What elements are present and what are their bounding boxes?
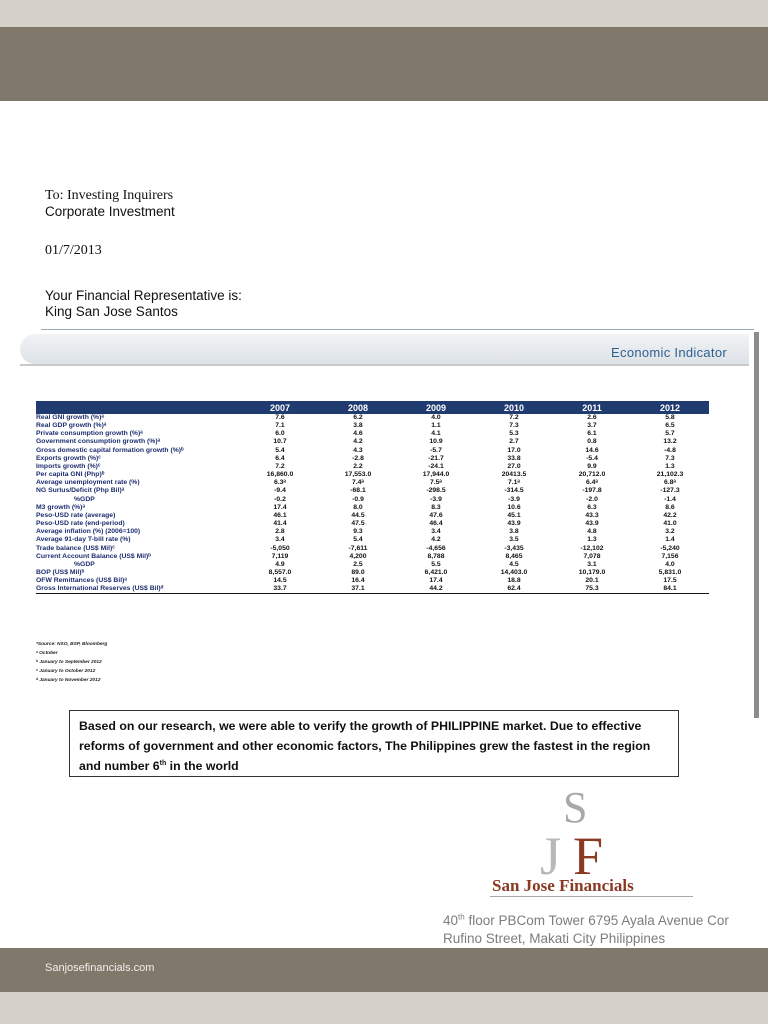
row-value: 7.4ᵃ <box>351 479 364 487</box>
row-value: 33.7 <box>241 585 319 594</box>
row-value: -4,656 <box>426 544 446 552</box>
row-value: -5.4 <box>586 454 598 462</box>
row-label: BOP (US$ Mil)ᵇ <box>36 568 85 576</box>
row-value: 7.3 <box>509 422 519 430</box>
row-value: 4.9 <box>275 560 285 568</box>
website-link[interactable]: Sanjosefinancials.com <box>45 962 155 974</box>
floor-number: 40 <box>443 913 459 928</box>
table-row <box>36 430 709 438</box>
header-band <box>0 27 768 101</box>
row-label: Gross International Reserves (US$ Bil)ᵈ <box>36 585 241 594</box>
company-address <box>443 912 729 948</box>
top-band-light <box>0 0 768 27</box>
row-value: 3.4 <box>275 536 285 544</box>
year-header: 2012 <box>631 401 709 414</box>
footer-band-light <box>0 992 768 1024</box>
table-row <box>36 561 709 569</box>
table-row <box>36 479 709 487</box>
row-label: OFW Remittances (US$ Bil)ᵃ <box>36 577 127 585</box>
row-value: 17,944.0 <box>422 471 450 479</box>
row-value: 8,557.0 <box>268 568 292 576</box>
research-superscript: th <box>159 759 167 767</box>
row-value: -5.7 <box>430 446 442 454</box>
row-value: 1.4 <box>665 536 675 544</box>
rep-intro: Your Financial Representative is: <box>45 288 242 303</box>
company-name: San Jose Financials <box>492 876 634 895</box>
banner-shadow <box>20 364 749 366</box>
row-value: 6.0 <box>275 430 285 438</box>
svg-text:S: S <box>563 783 588 832</box>
table-note: ᵃ October <box>36 651 58 656</box>
row-value: 8.3 <box>431 503 441 511</box>
sjf-logo-icon <box>530 782 630 878</box>
svg-text:F: F <box>573 826 604 878</box>
table-row <box>36 487 709 495</box>
row-value: 6.3ᵃ <box>273 479 286 487</box>
svg-text:J: J <box>540 826 562 878</box>
row-value: 44.5 <box>351 511 365 519</box>
row-value: 3.2 <box>665 528 675 536</box>
row-label: %GDP <box>74 495 95 503</box>
row-value: 4,200 <box>349 552 367 560</box>
row-value: 10.7 <box>273 438 287 446</box>
row-value: 5.5 <box>431 560 441 568</box>
research-text: Based on our research, we were able to verify the growth of PHILIPPINE market. Due to effective reforms of government and other economic factors, The Philippines grew the fastest in the region and number 6 <box>79 719 651 773</box>
row-value: 18.8 <box>507 577 521 585</box>
row-value: 42.2 <box>663 511 677 519</box>
row-label: Real GDP growth (%)ᵃ <box>36 422 107 430</box>
row-value: 5,831.0 <box>658 568 682 576</box>
row-value: -21.7 <box>428 454 444 462</box>
row-value: 7.3 <box>665 454 675 462</box>
row-label: Real GNI growth (%)ᵃ <box>36 414 104 421</box>
row-value: 43.9 <box>507 520 521 528</box>
row-label: Average unemployment rate (%) <box>36 479 140 487</box>
row-value: 41.0 <box>663 520 677 528</box>
row-value: 9.3 <box>353 528 363 536</box>
table-row <box>36 463 709 471</box>
row-value: 4.8 <box>587 528 597 536</box>
table-row <box>36 512 709 520</box>
research-text-end: in the world <box>166 759 239 773</box>
row-label: Peso-USD rate (average) <box>36 511 116 519</box>
row-value: 45.1 <box>507 511 521 519</box>
scroll-bar[interactable] <box>754 332 759 718</box>
row-value: 3.1 <box>587 560 597 568</box>
year-header: 2007 <box>241 401 319 414</box>
address-line-1 <box>443 912 729 930</box>
row-label: %GDP <box>74 560 95 568</box>
research-box <box>69 710 679 777</box>
row-label: Average 91-day T-bill rate (%) <box>36 536 131 544</box>
row-value: 47.5 <box>351 520 365 528</box>
representative <box>45 288 242 320</box>
row-value: 27.0 <box>507 462 521 470</box>
row-value: 1.1 <box>431 422 441 430</box>
row-value: 10,179.0 <box>578 568 606 576</box>
row-value: 84.1 <box>631 585 709 594</box>
banner-title: Economic Indicator <box>611 345 727 360</box>
row-value: 4.2 <box>353 438 363 446</box>
row-value: 2.6 <box>587 414 597 421</box>
table-note: *Source: NSO, BSP, Bloomberg <box>36 642 108 647</box>
row-value: 4.5 <box>509 560 519 568</box>
table-note: ᶜ January to October 2012 <box>36 669 96 674</box>
row-label: Government consumption growth (%)ᵃ <box>36 438 161 446</box>
row-value: 6.8ᵃ <box>663 479 676 487</box>
row-value: -197.8 <box>582 487 602 495</box>
row-value: 7.2 <box>509 414 519 421</box>
row-value: 7,156 <box>661 552 679 560</box>
row-value: 17.4 <box>429 577 443 585</box>
row-value: 14.6 <box>585 446 599 454</box>
row-value: 43.3 <box>585 511 599 519</box>
row-value: 4.0 <box>665 560 675 568</box>
row-label: Current Account Balance (US$ Mil)ᵇ <box>36 552 151 560</box>
row-value: -0.2 <box>274 495 286 503</box>
floor-suffix: th <box>458 912 465 922</box>
row-label: M3 growth (%)ᵃ <box>36 503 86 511</box>
row-value: -24.1 <box>428 462 444 470</box>
table-note: ᵇ January to September 2012 <box>36 660 102 665</box>
row-value: 4.2 <box>431 536 441 544</box>
row-label: Trade balance (US$ Mil)ᶜ <box>36 544 115 552</box>
table-row <box>36 520 709 528</box>
memo-date: 01/7/2013 <box>45 243 102 258</box>
row-value: -0.9 <box>352 495 364 503</box>
year-header: 2009 <box>397 401 475 414</box>
row-value: 6.5 <box>665 422 675 430</box>
row-label: Peso-USD rate (end-period) <box>36 520 125 528</box>
row-label: Exports growth (%)ᶜ <box>36 454 101 462</box>
row-value: -3,435 <box>504 544 524 552</box>
row-value: 10.9 <box>429 438 443 446</box>
row-value: 5.4 <box>353 536 363 544</box>
row-value: 7.1ᵃ <box>507 479 520 487</box>
row-value: 7,119 <box>271 552 289 560</box>
row-value: 4.3 <box>353 446 363 454</box>
table-row <box>36 553 709 561</box>
row-value: -3.9 <box>430 495 442 503</box>
row-value: 4.1 <box>431 430 441 438</box>
table-row <box>36 414 709 422</box>
row-label: Per capita GNI (Php)ᵇ <box>36 471 105 479</box>
row-value: 1.3 <box>665 462 675 470</box>
row-value: 17.4 <box>273 503 287 511</box>
row-value: 44.2 <box>397 585 475 594</box>
row-value: 7.1 <box>275 422 285 430</box>
table-row <box>36 504 709 512</box>
row-value: 6.3 <box>587 503 597 511</box>
row-value: 16,860.0 <box>266 471 294 479</box>
address-line-2: Rufino Street, Makati City Philippines <box>443 931 666 946</box>
table-row <box>36 536 709 544</box>
indicator-table-wrap <box>36 401 709 594</box>
row-label: NG Surlus/Deficit (Php Bil)ᵃ <box>36 487 125 495</box>
row-value: 17.0 <box>507 446 521 454</box>
table-row <box>36 455 709 463</box>
row-value: 8.0 <box>353 503 363 511</box>
row-value: 89.0 <box>351 568 365 576</box>
row-value: -127.3 <box>660 487 680 495</box>
memo-dept: Corporate Investment <box>45 204 175 219</box>
row-value: -12,102 <box>580 544 604 552</box>
table-note: ᵈ January to November 2012 <box>36 678 101 683</box>
row-value: 4.0 <box>431 414 441 421</box>
row-value: 46.1 <box>273 511 287 519</box>
row-value: 47.6 <box>429 511 443 519</box>
row-value: 20,712.0 <box>578 471 606 479</box>
table-body <box>36 414 709 594</box>
row-value: 1.3 <box>587 536 597 544</box>
row-value: -4.8 <box>664 446 676 454</box>
year-header: 2010 <box>475 401 553 414</box>
rep-name: King San Jose Santos <box>45 304 178 319</box>
row-value: -2.8 <box>352 454 364 462</box>
table-row <box>36 447 709 455</box>
row-value: 7.6 <box>275 414 285 421</box>
row-value: 3.5 <box>509 536 519 544</box>
table-header-row <box>36 401 709 414</box>
indicator-banner <box>20 334 749 364</box>
year-header: 2008 <box>319 401 397 414</box>
row-value: 5.7 <box>665 430 675 438</box>
footer-band <box>0 948 768 992</box>
row-value: 2.2 <box>353 462 363 470</box>
row-value: 10.6 <box>507 503 521 511</box>
row-value: 46.4 <box>429 520 443 528</box>
row-value: 37.1 <box>319 585 397 594</box>
row-value: 20.1 <box>585 577 599 585</box>
row-value: 41.4 <box>273 520 287 528</box>
row-value: 13.2 <box>663 438 677 446</box>
row-value: -3.9 <box>508 495 520 503</box>
memo-to: To: Investing Inquirers <box>45 188 174 203</box>
row-value: 7.5ᵃ <box>429 479 442 487</box>
year-header: 2011 <box>553 401 631 414</box>
row-value: -5,050 <box>270 544 290 552</box>
row-value: -2.0 <box>586 495 598 503</box>
row-value: 17,553.0 <box>344 471 372 479</box>
row-value: 8.6 <box>665 503 675 511</box>
row-value: 5.8 <box>665 414 675 421</box>
logo-rule <box>490 896 693 897</box>
header-blank <box>36 401 241 414</box>
table-row <box>36 471 709 479</box>
row-value: 2.5 <box>353 560 363 568</box>
row-value: 3.7 <box>587 422 597 430</box>
memo-recipient <box>45 188 175 220</box>
row-value: -9.4 <box>274 487 286 495</box>
row-value: 6,421.0 <box>424 568 448 576</box>
table-row <box>36 577 709 585</box>
row-value: -1.4 <box>664 495 676 503</box>
address-line-1-rest: floor PBCom Tower 6795 Ayala Avenue Cor <box>464 913 729 928</box>
row-value: 14.5 <box>273 577 287 585</box>
row-value: 21,102.3 <box>656 471 684 479</box>
row-value: 5.3 <box>509 430 519 438</box>
row-value: 3.8 <box>353 422 363 430</box>
table-row <box>36 422 709 430</box>
row-value: 6.4ᵃ <box>585 479 598 487</box>
table-row <box>36 569 709 577</box>
row-value: -298.5 <box>426 487 446 495</box>
table-row <box>36 528 709 536</box>
divider-rule <box>41 329 754 330</box>
row-value: -68.1 <box>350 487 366 495</box>
table-row <box>36 496 709 504</box>
row-label: Private consumption growth (%)ᵃ <box>36 430 143 438</box>
row-value: 62.4 <box>475 585 553 594</box>
row-value: 2.8 <box>275 528 285 536</box>
row-value: 6.2 <box>353 414 363 421</box>
row-label: Average inflation (%) (2006=100) <box>36 528 141 536</box>
row-value: 7.2 <box>275 462 285 470</box>
row-value: -7,611 <box>348 544 368 552</box>
row-value: 5.4 <box>275 446 285 454</box>
row-value: 43.9 <box>585 520 599 528</box>
row-value: 33.8 <box>507 454 521 462</box>
row-value: 6.1 <box>587 430 597 438</box>
row-value: 17.5 <box>663 577 677 585</box>
row-value: 4.6 <box>353 430 363 438</box>
row-value: -314.5 <box>504 487 524 495</box>
row-value: 16.4 <box>351 577 365 585</box>
row-value: 20413.5 <box>501 471 527 479</box>
row-value: -5,240 <box>660 544 680 552</box>
row-value: 9.9 <box>587 462 597 470</box>
row-value: 2.7 <box>509 438 519 446</box>
table-row <box>36 545 709 553</box>
row-value: 14,403.0 <box>500 568 528 576</box>
row-value: 0.8 <box>587 438 597 446</box>
table-row <box>36 438 709 446</box>
row-value: 6.4 <box>275 454 285 462</box>
row-value: 3.4 <box>431 528 441 536</box>
row-value: 75.3 <box>553 585 631 594</box>
row-value: 7,078 <box>583 552 601 560</box>
row-value: 8,788 <box>427 552 445 560</box>
table-row <box>36 585 709 594</box>
row-label: Imports growth (%)ᶜ <box>36 462 101 470</box>
indicator-table <box>36 401 709 594</box>
row-label: Gross domestic capital formation growth (%)ᵇ <box>36 446 184 454</box>
table-notes <box>36 640 107 685</box>
row-value: 3.8 <box>509 528 519 536</box>
row-value: 8,465 <box>505 552 523 560</box>
